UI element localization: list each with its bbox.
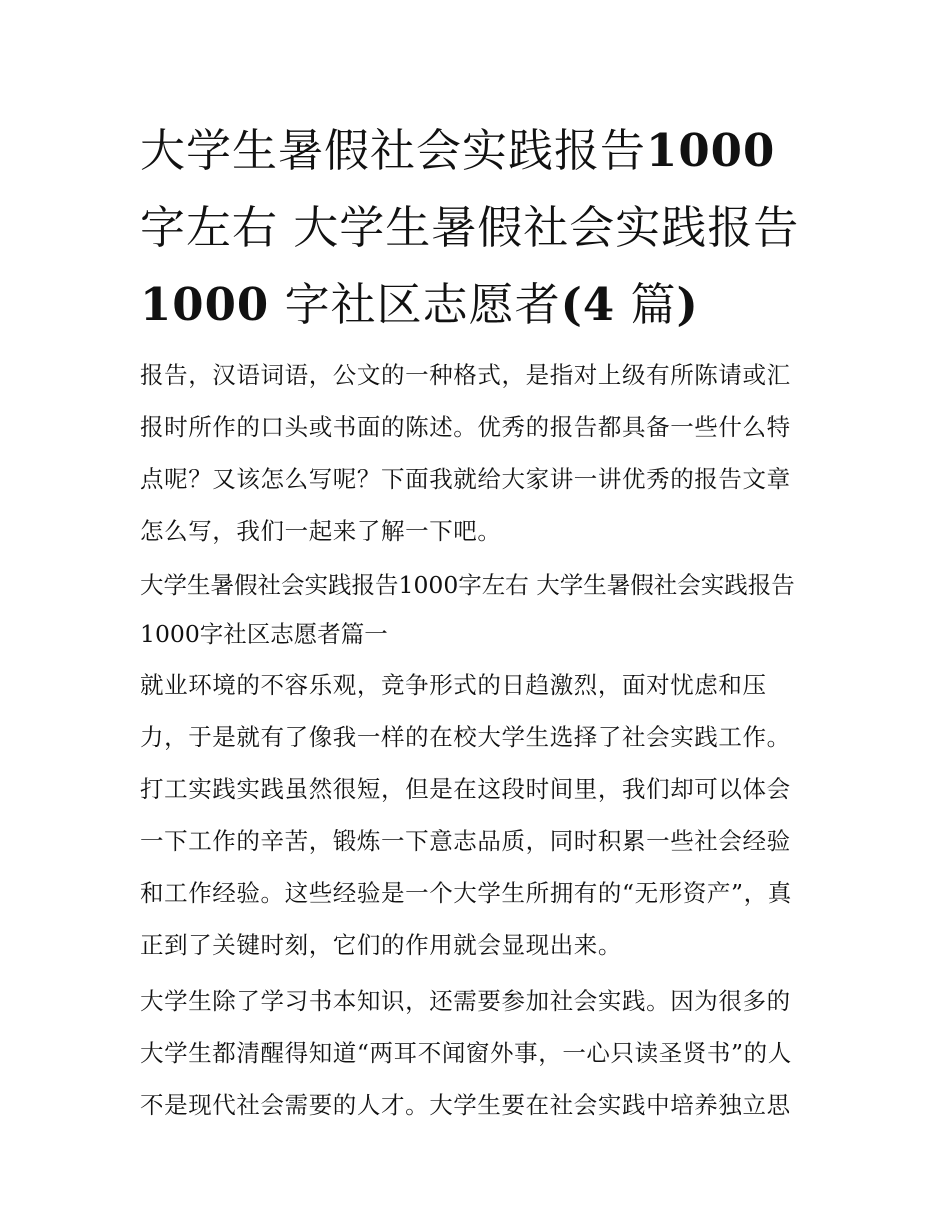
title-number-1: 1000 <box>646 124 776 177</box>
title-count: (4 <box>560 278 616 331</box>
title-part-4: 篇 <box>630 278 677 331</box>
title-part-1: 大学生暑假社会实践报告 <box>140 124 647 177</box>
title-part-2: 字左右 大学生暑假社会实践报告 <box>140 201 800 254</box>
section-heading: 大学生暑假社会实践报告1000字左右 大学生暑假社会实践报告1000字社区志愿者篇一 <box>140 571 795 648</box>
intro-paragraph: 报告，汉语词语，公文的一种格式，是指对上级有所陈请或汇报时所作的口头或书面的陈述。优秀的报告都具备一些什么特点呢？又该怎么写呢？下面我就给大家讲一讲优秀的报告文章怎么写，我们一起来了解一下吧。 <box>140 361 791 545</box>
title-number-2: 1000 <box>140 278 270 331</box>
title-close-paren: ) <box>676 278 699 331</box>
body-paragraph-1: 就业环境的不容乐观，竞争形式的日趋激烈，面对忧虑和压力，于是就有了像我一样的在校大学生选择了社会实践工作。打工实践实践虽然很短，但是在这段时间里，我们却可以体会一下工作的辛苦，锻炼一下意志品质，同时积累一些社会经验和工作经验。这些经验是一个大学生所拥有的“无形资产”，真正到了关键时刻，它们的作用就会显现出来。 <box>140 671 792 959</box>
document-body <box>140 112 812 1135</box>
title-part-3: 字社区志愿者 <box>284 278 561 331</box>
document-title <box>140 112 812 343</box>
body-paragraph-2: 大学生除了学习书本知识，还需要参加社会实践。因为很多的大学生都清醒得知道“两耳不闻窗外事，一心只读圣贤书”的人不是现代社会需要的人才。大学生要在社会实践中培养独立思 <box>140 987 792 1119</box>
